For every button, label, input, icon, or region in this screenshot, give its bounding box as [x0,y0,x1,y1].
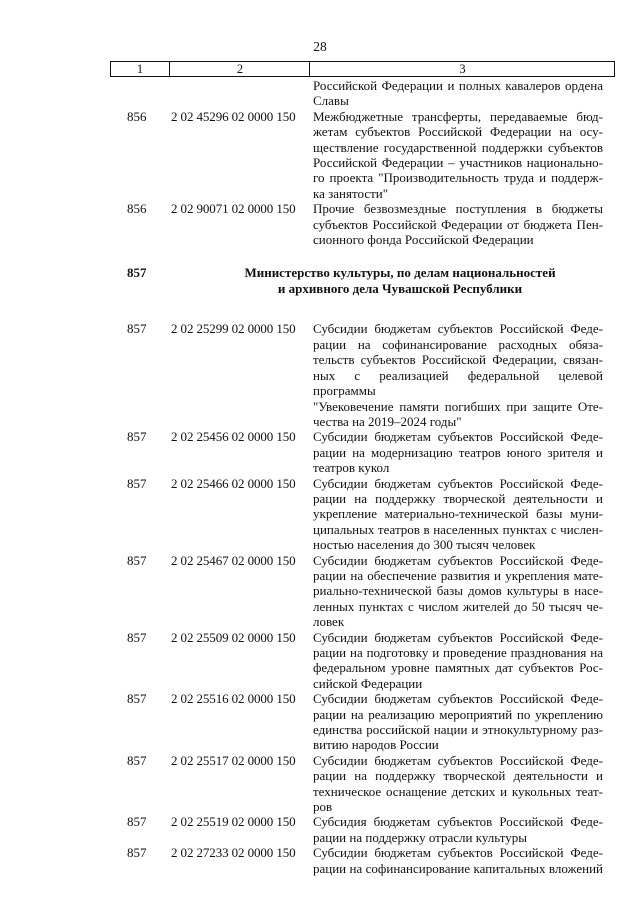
description-line: го проекта "Производительность труда и поддерж- [313,170,603,186]
header-col-2: 2 [169,62,310,76]
row-description [313,814,603,845]
table-header [110,61,615,77]
section-title-line: и архивного дела Чувашской Республики [277,280,523,296]
ministry-section-header [0,265,640,321]
revenue-code: 2 02 25456 02 0000 150 [171,429,296,445]
description-line: Субсидии бюджетам субъектов Российской Феде- [313,429,603,445]
row-description [313,429,603,475]
admin-code: 857 [127,475,147,491]
table-row [0,476,640,553]
description-line: рации на подготовку и проведение празднования на [313,645,603,660]
description-line: рации на поддержку творческой деятельности и [313,490,603,506]
description-line: сионного фонда Российской Федерации [313,232,534,248]
description-line: ществление государственной поддержки субъектов [313,139,603,155]
description-line: ных с реализацией федеральной целевой программы [313,367,603,399]
admin-code: 857 [127,752,147,768]
description-line: ленных пунктах с числом жителей до 50 тысяч че- [313,598,603,614]
description-line: Российской Федерации – участников национально- [313,155,603,171]
description-line: "Увековечение памяти погибших при защите Оте- [313,398,603,414]
section-code: 857 [127,265,147,281]
description-line: Субсидии бюджетам субъектов Российской Феде- [313,629,603,645]
description-line: техническое оснащение детских и кукольных теат- [313,783,603,799]
description-line: рации на поддержку отрасли культуры [313,829,527,845]
table-row [0,845,640,876]
description-line: ципальных театров в населенных пунктах с числен- [313,521,603,537]
revenue-code: 2 02 25299 02 0000 150 [171,321,296,337]
admin-code: 857 [127,552,147,568]
admin-code: 857 [127,691,147,707]
description-line: Межбюджетные трансферты, передаваемые бюд- [313,108,603,124]
header-col-1: 1 [136,62,144,76]
admin-code: 857 [127,845,147,861]
description-line: рации на софинансирование капитальных вложений [313,860,603,876]
table-row [0,553,640,630]
description-line: ловек [313,614,345,630]
description-line: витию народов России [313,737,439,753]
table-row [0,201,640,247]
row-description [313,321,603,429]
description-line: Субсидии бюджетам субъектов Российской Феде- [313,321,603,337]
revenue-code: 2 02 25509 02 0000 150 [171,629,296,645]
table-row-continuation [0,78,640,109]
table-row [0,109,640,201]
description-line: субъектов Российской Федерации от бюджета Пен- [313,216,603,232]
header-col-3: 3 [309,62,615,76]
admin-code: 857 [127,629,147,645]
row-description [313,553,603,630]
revenue-code: 2 02 90071 02 0000 150 [171,201,296,217]
description-line: рации на поддержку творческой деятельности и [313,768,603,784]
description-line: рации на модернизацию театров юного зрителя и [313,444,603,460]
description-line: Субсидии бюджетам субъектов Российской Феде- [313,552,603,568]
description-line: Субсидии бюджетам субъектов Российской Феде- [313,845,603,861]
description-line: Субсидии бюджетам субъектов Российской Феде- [313,752,603,768]
admin-code: 857 [127,429,147,445]
description-line: риально-технической базы домов культуры в насе- [313,583,603,599]
row-description [313,691,603,753]
table-row [0,691,640,753]
description-line: жетам субъектов Российской Федерации на осу- [313,124,603,140]
row-description [313,201,603,247]
description-line: Славы [313,93,349,109]
row-description [313,109,603,201]
revenue-code: 2 02 25466 02 0000 150 [171,475,296,491]
section-title-line: Министерство культуры, по делам национальностей [244,265,556,281]
description-line: рации на реализацию мероприятий по укреплению [313,706,603,722]
description-line: Субсидии бюджетам субъектов Российской Феде- [313,691,603,707]
description-line: чества на 2019–2024 годы" [313,413,462,429]
description-line: единства российской нации и этнокультурному раз- [313,722,603,738]
page-number: 28 [313,39,327,54]
table-row [0,630,640,692]
table-body [0,78,640,876]
admin-code: 856 [127,108,147,124]
admin-code: 856 [127,201,147,217]
row-description [313,753,603,815]
row-description [313,845,603,876]
description-line: Российской Федерации и полных кавалеров ордена [313,78,603,93]
admin-code: 857 [127,321,147,337]
table-row [0,429,640,475]
table-row [0,321,640,429]
row-description [313,78,603,109]
description-line: рации на софинансирование расходных обяза- [313,336,603,352]
description-line: сийской Федерации [313,675,423,691]
row-description [313,476,603,553]
table-row [0,753,640,815]
description-line: Прочие безвозмездные поступления в бюджеты [313,201,603,217]
revenue-code: 2 02 25519 02 0000 150 [171,814,296,830]
revenue-code: 2 02 45296 02 0000 150 [171,108,296,124]
description-line: ров [313,799,333,815]
revenue-code: 2 02 25517 02 0000 150 [171,752,296,768]
description-line: Субсидия бюджетам субъектов Российской Феде- [313,814,603,830]
description-line: рации на обеспечение развития и укрепления мате- [313,567,603,583]
description-line: укрепление материально-технической базы муни- [313,506,603,522]
description-line: ка занятости" [313,185,389,201]
description-line: театров кукол [313,460,390,476]
description-line: тельств субъектов Российской Федерации, связан- [313,352,603,368]
revenue-code: 2 02 25467 02 0000 150 [171,552,296,568]
revenue-code: 2 02 27233 02 0000 150 [171,845,296,861]
description-line: ностью населения до 300 тысяч человек [313,537,536,553]
description-line: федеральном уровне памятных дат субъектов Рос- [313,660,603,676]
admin-code: 857 [127,814,147,830]
revenue-code: 2 02 25516 02 0000 150 [171,691,296,707]
row-description [313,630,603,692]
table-row [0,814,640,845]
description-line: Субсидии бюджетам субъектов Российской Феде- [313,475,603,491]
section-title [200,265,600,296]
